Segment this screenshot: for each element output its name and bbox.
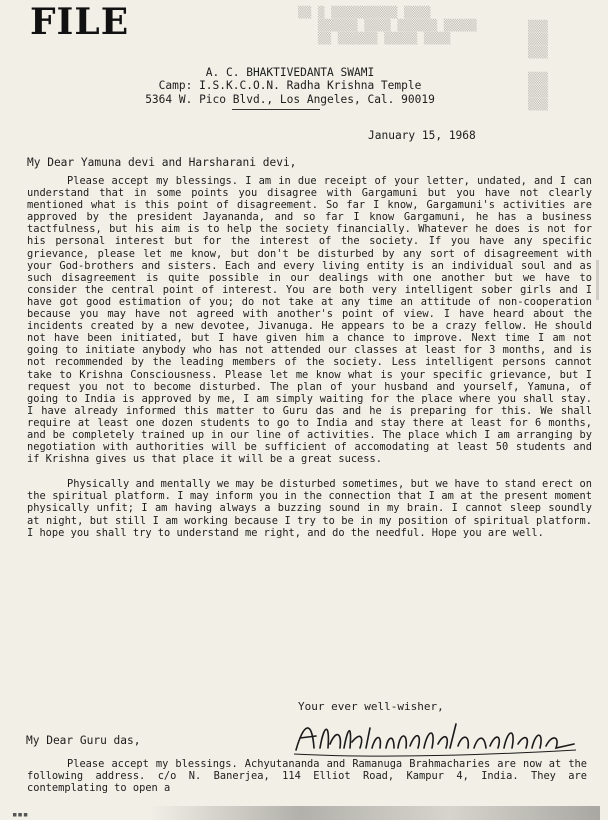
letter-body bbox=[27, 175, 592, 539]
corner-mark: ▪▪▪ bbox=[12, 810, 29, 820]
paragraph-2-text: Physically and mentally we may be disturbed sometimes, but we have to stand erect on the spiritual platform. I may inform you in the connection that I am at the present moment physically unfit; I am having always a buzzing sound in my brain. I cannot sleep soundly at night, but still I am working because I try to be in my position of spiritual platform. I hope you shall try to understand me right, and do the needful. Hope you are well. bbox=[27, 478, 592, 539]
address-underline bbox=[232, 109, 320, 110]
paragraph-1-text: Please accept my blessings. I am in due receipt of your letter, undated, and I can understand that in some points you disagree with Gargamuni but you have not clearly mentioned what is this point of disagreement. So far I know, Gargamuni's activities are approved by the president Jayananda, and so far I know Gargamuni, he has a business tactfulness, but his aim is to help the society financially. Whatever he does is not for his personal interest but for the interest of the society. If you have any specific grievance, please let me know, but don't be disturbed by any sort of disagreement with your God-brothers and sisters. Each and every living entity is an individual soul and as such disagreement is quite possible in our dealings with one another but we have to consider the central point of interest. You are both very intelligent sober girls and I have got good estimation of you; do not take at any time an attitude of non-cooperation because you may have not agreed with another's point of view. I have heard about the incidents created by a new devotee, Jivanuga. He appears to be a crazy fellow. He should not have been initiated, but I have given him a chance to improve. Next time I am not going to initiate anybody who has not attended our classes at least for 3 months, and is not recommended by the leading members of the society. Less intelligent persons cannot take to Krishna Consciousness. Please let me know what is your specific grievance, but I request you not to become disturbed. The plan of your husband and yourself, Yamuna, of going to India is approved by me, I am simply waiting for the place where you shall stay. I have already informed this matter to Guru das and he is preparing for this. We shall require at least one dozen students to go to India and stay there at least for 6 months, and be completely trained up in our line of activities. The place which I am arranging by negotiation with authorities will be sufficient of accomodating at least 50 students and if Krishna gives us that place it will be a great sucess. bbox=[27, 175, 592, 466]
file-stamp: FILE bbox=[30, 1, 130, 43]
edge-mark bbox=[596, 260, 599, 300]
letterhead-address: 5364 W. Pico Blvd., Los Angeles, Cal. 90019 bbox=[145, 92, 435, 106]
second-salutation: My Dear Guru das, bbox=[26, 734, 141, 747]
letter-date: January 15, 1968 bbox=[368, 129, 476, 142]
scan-smudge bbox=[150, 806, 600, 820]
letterhead-camp: Camp: I.S.K.C.O.N. Radha Krishna Temple bbox=[158, 79, 422, 93]
paragraph-1 bbox=[27, 175, 592, 465]
second-paragraph-text: Please accept my blessings. Achyutananda and Ramanuga Brahmacharies are now at the following address. c/o N. Banerjea, 114 Elliot Road, Kampur 4, India. They are contemplating to open a bbox=[27, 758, 587, 794]
salutation: My Dear Yamuna devi and Harsharani devi, bbox=[27, 156, 297, 169]
paragraph-2 bbox=[27, 478, 592, 538]
closing-line: Your ever well-wisher, bbox=[298, 700, 444, 713]
bleed-through-margin: ▒▒▒ ▒▒▒ ▒▒▒ ▒▒▒ ▒▒▒ ▒▒▒ bbox=[528, 20, 548, 111]
handwritten-signature bbox=[290, 714, 580, 758]
bleed-through-text: ▒▒ ▒ ▒▒▒▒▒▒▒▒▒▒ ▒▒▒▒ ▒▒▒▒▒▒ ▒▒▒▒ ▒▒▒▒▒▒ ▒▒▒▒▒ ▒▒ ▒▒▒▒▒▒ ▒▒▒▒▒ ▒▒▒▒ bbox=[298, 6, 477, 45]
letterhead bbox=[90, 66, 490, 106]
second-letter-body bbox=[27, 758, 587, 794]
letterhead-name: A. C. BHAKTIVEDANTA SWAMI bbox=[205, 66, 375, 79]
